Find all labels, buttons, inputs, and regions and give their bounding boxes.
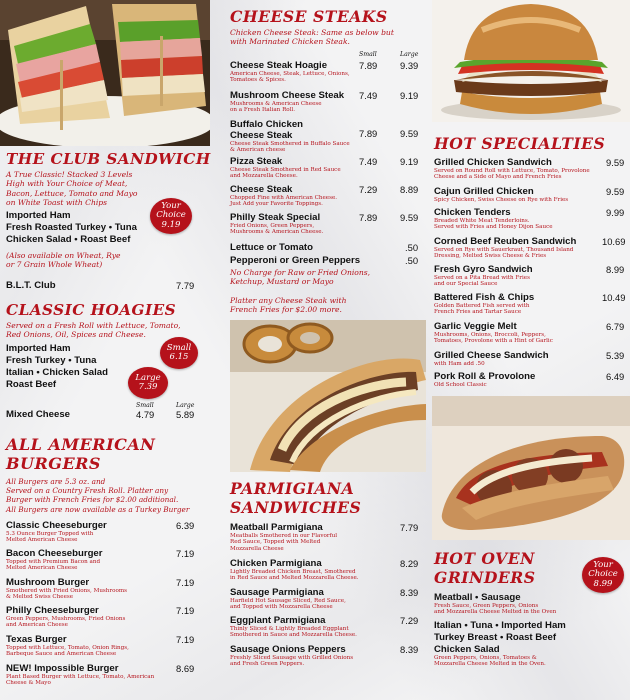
menu-item-price: 10.69 xyxy=(602,236,626,247)
menu-item: Italian • Tuna • Imported Ham xyxy=(434,620,566,631)
menu-item-price: 10.49 xyxy=(602,292,626,303)
burgers-title-line2: BURGERS xyxy=(6,454,101,473)
menu-item-price: 5.39 xyxy=(606,350,625,361)
menu-item: Mushroom Burger Smothered with Fried Onions, Mushrooms & Melted Swiss Cheese xyxy=(6,577,127,601)
club-sandwich-title: THE CLUB SANDWICH xyxy=(6,150,211,168)
hoagies-desc: Served on a Fresh Roll with Lettuce, Tomato, Red Onions, Oil, Spices and Cheese. xyxy=(6,321,181,340)
grinders-price-badge: Your Choice 8.99 xyxy=(582,557,624,593)
large-price: 9.19 xyxy=(400,156,419,167)
small-price: 7.89 xyxy=(359,60,378,71)
menu-item-price: 7.19 xyxy=(176,634,195,645)
menu-item: Buffalo Chicken Cheese Steak Cheese Steak Smothered in Buffalo Sauce & American cheese xyxy=(230,119,350,154)
menu-item-price: 8.99 xyxy=(606,264,625,275)
grinders-title-line1: HOT OVEN xyxy=(434,549,535,568)
menu-item: Texas Burger Topped with Lettuce, Tomato, Onion Rings, Barbeque Sauce and American Cheese xyxy=(6,634,129,658)
menu-item-price: 8.69 xyxy=(176,663,195,674)
large-price: 9.59 xyxy=(400,128,419,139)
large-price: 9.59 xyxy=(400,212,419,223)
menu-item: Cajun Grilled Chicken Spicy Chicken, Swiss Cheese on Rye with Fries xyxy=(434,186,569,203)
club-bread-note: (Also available on Wheat, Rye or 7 Grain Whole Wheat) xyxy=(6,251,121,270)
no-charge-note: No Charge for Raw or Fried Onions, Ketchup, Mustard or Mayo xyxy=(230,268,371,287)
menu-item: Classic Cheeseburger 5.3 Ounce Burger Topped with Melted American Cheese xyxy=(6,520,107,544)
menu-item: Meatball Parmigiana Meatballs Smothered in our Flavorful Red Sauce, Topped with Melted Mozzarella Cheese xyxy=(230,522,338,552)
large-price: 8.89 xyxy=(400,184,419,195)
mixed-cheese-small-price: 4.79 xyxy=(136,409,155,420)
menu-item-price: 7.19 xyxy=(176,548,195,559)
blt-club-name: B.L.T. Club xyxy=(6,280,56,291)
extra-price: .50 xyxy=(405,242,419,253)
mixed-cheese-name: Mixed Cheese xyxy=(6,409,70,420)
club-sandwich-photo xyxy=(0,0,210,146)
menu-item-price: 9.99 xyxy=(606,207,625,218)
menu-item: Pork Roll & Provolone Old School Classic xyxy=(434,371,536,388)
menu-item: Sausage Parmigiana Harfield Hot Sausage Sliced, Red Sauce, and Topped with Mozzarella Cheese xyxy=(230,587,346,611)
small-price: 7.29 xyxy=(359,184,378,195)
platter-note: Platter any Cheese Steak with French Fries for $2.00 more. xyxy=(230,296,347,315)
menu-item: Chicken Tenders Breaded White Meat Tenderloins. Served with Fries and Honey Dijon Sauce xyxy=(434,207,553,231)
cheese-steaks-desc: Chicken Cheese Steak: Same as below but with Marinated Chicken Steak. xyxy=(230,28,394,47)
club-choice: Chicken Salad • Roast Beef xyxy=(6,234,131,245)
club-choice: Fresh Roasted Turkey • Tuna xyxy=(6,222,137,233)
grinders-title-line2: GRINDERS xyxy=(434,568,536,587)
hot-specialties-title: HOT SPECIALTIES xyxy=(434,134,606,153)
menu-item-price: 7.19 xyxy=(176,577,195,588)
large-price: 9.39 xyxy=(400,60,419,71)
small-price: 7.49 xyxy=(359,156,378,167)
burgers-title-line1: ALL AMERICAN xyxy=(6,435,156,454)
menu-item-price: 8.39 xyxy=(400,644,419,655)
menu-item-price: 6.39 xyxy=(176,520,195,531)
menu-item: Bacon Cheeseburger Topped with Premium Bacon and Melted American Cheese xyxy=(6,548,103,572)
meatball-grinder-photo xyxy=(432,396,630,540)
menu-item-price: 7.79 xyxy=(400,522,419,533)
menu-item: NEW! Impossible Burger Plant Based Burger with Lettuce, Tomato, American Cheese & Mayo xyxy=(6,663,155,687)
steak-size-small-label: Small xyxy=(359,51,377,58)
club-choice: Imported Ham xyxy=(6,210,71,221)
menu-item: Cheese Steak Hoagie American Cheese, Steak, Lettuce, Onions, Tomatoes & Spices. xyxy=(230,60,350,84)
hoagie-choice: Imported Ham xyxy=(6,343,71,354)
large-price: 9.19 xyxy=(400,90,419,101)
hoagie-choice: Italian • Chicken Salad xyxy=(6,367,108,378)
small-price: 7.89 xyxy=(359,128,378,139)
menu-item-price: 9.59 xyxy=(606,157,625,168)
menu-item: Turkey Breast • Roast Beef xyxy=(434,632,557,643)
hoagie-choice-list xyxy=(6,343,108,391)
hoagie-choice: Fresh Turkey • Tuna xyxy=(6,355,97,366)
hoagie-size-large-label: Large xyxy=(176,402,195,409)
mixed-cheese-large-price: 5.89 xyxy=(176,409,195,420)
parm-title-line1: PARMIGIANA xyxy=(230,479,355,498)
menu-item: Philly Cheeseburger Green Peppers, Mushrooms, Fried Onions and American Cheese xyxy=(6,605,126,629)
left-column xyxy=(0,0,215,700)
menu-item: Grilled Chicken Sandwich Served on Round Roll with Lettuce, Tomato, Provolone Cheese and a Side of Mayo and French Fries xyxy=(434,157,590,181)
hoagie-large-badge: Large 7.39 xyxy=(128,367,168,399)
hoagie-size-small-label: Small xyxy=(136,402,154,409)
menu-item-price: 7.19 xyxy=(176,605,195,616)
menu-item: Philly Steak Special Fried Onions, Green Peppers, Mushrooms & American Cheese. xyxy=(230,212,324,236)
menu-item: Meatball • Sausage Fresh Sauce, Green Peppers, Onions and Mozzarella Cheese Melted in the Oven xyxy=(434,592,557,616)
club-choice-list xyxy=(6,210,137,246)
menu-item: Mushroom Cheese Steak Mushrooms & American Cheese on a Fresh Italian Roll. xyxy=(230,90,345,114)
club-sandwich-desc: A True Classic! Stacked 3 Levels High with Your Choice of Meat, Bacon, Lettuce, Tomato and Mayo on White Toast with Chips xyxy=(6,170,138,207)
blt-club-price: 7.79 xyxy=(176,280,195,291)
small-price: 7.49 xyxy=(359,90,378,101)
menu-item-price: 8.39 xyxy=(400,587,419,598)
club-price-badge: Your Choice 9.19 xyxy=(150,198,192,234)
extra-item: Pepperoni or Green Peppers xyxy=(230,255,361,266)
hoagie-choice: Roast Beef xyxy=(6,379,57,390)
menu-item: Eggplant Parmigiana Thinly Sliced & Lightly Breaded Eggplant Smothered in Sauce and Mozzarella Cheese. xyxy=(230,615,357,639)
menu-item-price: 6.79 xyxy=(606,321,625,332)
grilled-chicken-photo xyxy=(432,0,630,122)
small-price: 7.89 xyxy=(359,212,378,223)
menu-item: Corned Beef Reuben Sandwich Served on Rye with Sauerkraut, Thousand Island Dressing, Melted Swiss Cheese & Fries xyxy=(434,236,577,260)
steak-size-large-label: Large xyxy=(400,51,419,58)
menu-item: Garlic Veggie Melt Mushrooms, Onions, Broccoli, Peppers, Tomatoes, Provolone with a Hint of Garlic xyxy=(434,321,553,345)
menu-item-price: 8.29 xyxy=(400,558,419,569)
right-column xyxy=(428,0,630,700)
menu-item: Chicken Parmigiana Lightly Breaded Chicken Breast, Smothered in Red Sauce and Melted Mozzarella Cheese. xyxy=(230,558,359,582)
menu-item: Battered Fish & Chips Golden Battered Fish served with French Fries and Tartar Sauce xyxy=(434,292,535,316)
burgers-desc: All Burgers are 5.3 oz. and Served on a Country Fresh Roll. Platter any Burger with French Fries for $2.00 additional. All Burgers are now available as a Turkey Burger xyxy=(6,477,190,514)
menu-item-price: 9.59 xyxy=(606,186,625,197)
menu-item-price: 6.49 xyxy=(606,371,625,382)
hoagie-small-badge: Small 6.15 xyxy=(160,337,198,369)
menu-item: Chicken Salad Green Peppers, Onions, Tomatoes & Mozzarella Cheese Melted in the Oven. xyxy=(434,644,546,668)
menu-item: Pizza Steak Cheese Steak Smothered in Red Sauce and Mozzarella Cheese. xyxy=(230,156,341,180)
cheese-steaks-title: CHEESE STEAKS xyxy=(230,7,388,26)
menu-item: Sausage Onions Peppers Freshly Sliced Sausage with Grilled Onions and Fresh Green Peppers. xyxy=(230,644,354,668)
extra-price: .50 xyxy=(405,255,419,266)
extra-item: Lettuce or Tomato xyxy=(230,242,313,253)
menu-item: Fresh Gyro Sandwich Served on a Pita Bread with Fries and our Special Sauce xyxy=(434,264,533,288)
menu-item: Grilled Cheese Sandwich with Ham add .50 xyxy=(434,350,549,367)
parm-title-line2: SANDWICHES xyxy=(230,498,362,517)
middle-column xyxy=(218,0,426,700)
classic-hoagies-title: CLASSIC HOAGIES xyxy=(6,301,177,319)
cheese-steak-photo xyxy=(230,320,426,472)
menu-item-price: 7.29 xyxy=(400,615,419,626)
menu-item: Cheese Steak Chopped Fine with American Cheese. Just Add your Favorite Toppings. xyxy=(230,184,338,208)
